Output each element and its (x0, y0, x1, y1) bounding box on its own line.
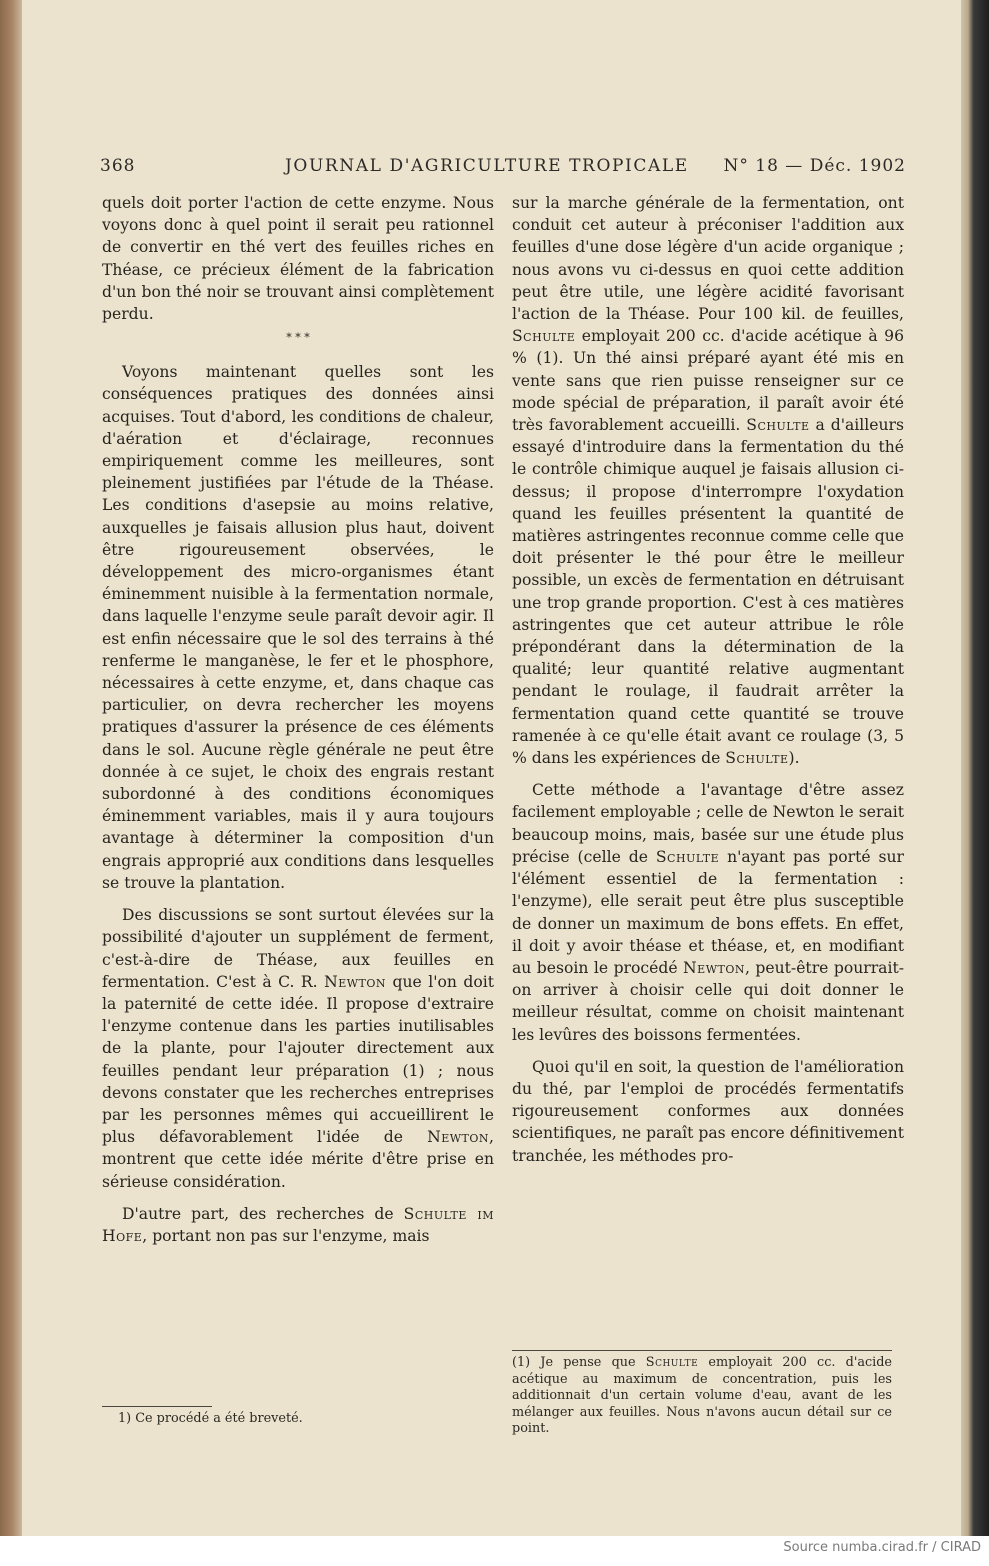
author-name-schulte-im-hofe: Schulte im Hofe (102, 1204, 494, 1245)
text-run: que l'on doit la paternité de cette idée. Il propose d'extraire l'enzyme contenue dans les parties inutilisables de la plante, pour l'ajouter directement aux feuilles pendant leur préparation (1) ; nous devons constater que les recherches entreprises par les personnes mêmes qui accueillirent le plus défavorablement l'idée de (102, 972, 494, 1147)
author-name-newton: Newton (683, 958, 745, 977)
text-run: D'autre part, des recherches de (122, 1204, 394, 1223)
right-paragraph-3: Quoi qu'il en soit, la question de l'amélioration du thé, par l'emploi de procédés fermentatifs rigoureusement conformes aux données scientifiques, ne paraît pas encore définitivement tranchée, les méthodes pro- (512, 1057, 904, 1165)
author-name-schulte: Schulte (645, 1355, 699, 1370)
left-footnote: 1) Ce procédé a été breveté. (118, 1411, 303, 1426)
author-name-newton: Newton (427, 1128, 490, 1147)
left-column (102, 192, 494, 1247)
right-footnote (512, 1350, 892, 1438)
author-name-newton: Newton (324, 972, 387, 991)
author-name-schulte: Schulte (746, 416, 810, 435)
author-name-schulte: Schulte (512, 327, 576, 346)
page-right-edge (961, 0, 989, 1536)
page-number: 368 (100, 156, 136, 176)
text-run: , peut-être pourrait-on arriver à choisir celle qui doit donner le meilleur résultat, comme on choisit maintenant les levûres des boissons fermentées. (512, 958, 904, 1044)
left-paragraph-2: Voyons maintenant quelles sont les conséquences pratiques des données ainsi acquises. Tout d'abord, les conditions de chaleur, d'aération et d'éclairage, reconnues empiriquement comme les meilleures, sont pleinement justifiées par l'étude de la Théase. Les conditions d'asepsie au moins relative, auxquelles je faisais allusion plus haut, doivent être rigoureusement observées, le développement des micro-organismes étant éminemment nuisible à la fermentation normale, dans laquelle l'enzyme seule paraît devoir agir. Il est enfin nécessaire que le sol des terrains à thé renferme le manganèse, le fer et le phosphore, nécessaires à cette enzyme, et, dans chaque cas particulier, on devra rechercher les moyens pratiques d'assurer la présence de ces éléments dans le sol. Aucune règle générale ne peut être donnée à ce sujet, le choix des engrais restant subordonné à des conditions économiques éminemment variables, mais il y aura toujours avantage à déterminer la composition d'un engrais approprié aux conditions dans lesquelles se trouve la plantation. (102, 363, 494, 892)
text-run: Des discussions se sont surtout élevées sur la possibilité d'ajouter un supplément de ferment, c'est-à-dire de Théase, aux feuilles en fermentation. C'est à C. R. (102, 906, 494, 991)
right-paragraph-1 (512, 192, 904, 769)
text-run: sur la marche générale de la fermentation, ont conduit cet auteur à préconiser l'addition aux feuilles d'une dose légère d'un acide organique ; nous avons vu ci-dessus en quoi cette addition peut être utile, une légère acidité favorisant l'action de la Théase. Pour 100 kil. de feuilles, (512, 194, 904, 324)
book-binding-edge (0, 0, 22, 1536)
text-run: employait 200 cc. d'acide acétique au maximum de concentration, puis les additionnait d'un certain volume d'eau, avant de les mélanger aux feuilles. Nous n'avons aucun détail sur ce point. (512, 1355, 892, 1436)
text-run: , portant non pas sur l'enzyme, mais (142, 1226, 430, 1245)
text-run: a d'ailleurs essayé d'introduire dans la fermentation du thé le contrôle chimique auquel je faisais allusion ci-dessus; il propose d'interrompre l'oxydation quand les feuilles présentent la quantité de matières astringentes reconnue comme celle que doit présenter le thé pour être le meilleur possible, un excès de fermentation en détruisant une trop grande proportion. C'est à ces matières astringentes que cet auteur attribue le rôle prépondérant dans la détermination de la qualité; leur quantité relative augmentant pendant le roulage, il faudrait arrêter la fermentation quand cette quantité se trouve ramenée à ce qu'elle était avant ce roulage (3, 5 % dans les expériences de (512, 416, 904, 768)
running-header (100, 152, 906, 184)
journal-title: JOURNAL D'AGRICULTURE TROPICALE (285, 156, 689, 176)
text-run: , montrent que cette idée mérite d'être prise en sérieuse considération. (102, 1128, 494, 1191)
author-name-schulte: Schulte (725, 749, 789, 768)
left-paragraph-1: quels doit porter l'action de cette enzyme. Nous voyons donc à quel point il serait peu rationnel de convertir en thé vert des feuilles riches en Théase, ce précieux élément de la fabrication d'un bon thé noir se trouvant ainsi complètement perdu. (102, 194, 494, 324)
source-credit: Source numba.cirad.fr / CIRAD (783, 1540, 981, 1555)
footnote-rule (102, 1406, 212, 1407)
left-paragraph-4 (102, 1203, 494, 1247)
text-run: (1) Je pense que (512, 1355, 636, 1370)
issue-date: N° 18 — Déc. 1902 (723, 156, 906, 176)
left-paragraph-3 (102, 904, 494, 1193)
right-column (512, 192, 904, 1167)
text-run: Cette méthode a l'avantage d'être assez facilement employable ; celle de Newton le serait beaucoup moins, mais, basée sur une étude plus précise (celle de (512, 781, 904, 866)
text-run: ). (788, 749, 800, 768)
section-separator: * * * (286, 331, 310, 345)
author-name-schulte: Schulte (655, 847, 720, 866)
right-paragraph-2 (512, 779, 904, 1045)
text-run: employait 200 cc. d'acide acétique à 96 % (1). Un thé ainsi préparé ayant été mis en vente sans que rien puisse renseigner sur ce mode spécial de préparation, il paraît avoir été très favorablement accueilli. (512, 327, 904, 435)
text-run: n'ayant pas porté sur l'élément essentiel de la fermentation : l'enzyme), elle serait peut être plus susceptible de donner un maximum de bons effets. En effet, il doit y avoir théase et théase, et, en modifiant au besoin le procédé (512, 847, 904, 977)
